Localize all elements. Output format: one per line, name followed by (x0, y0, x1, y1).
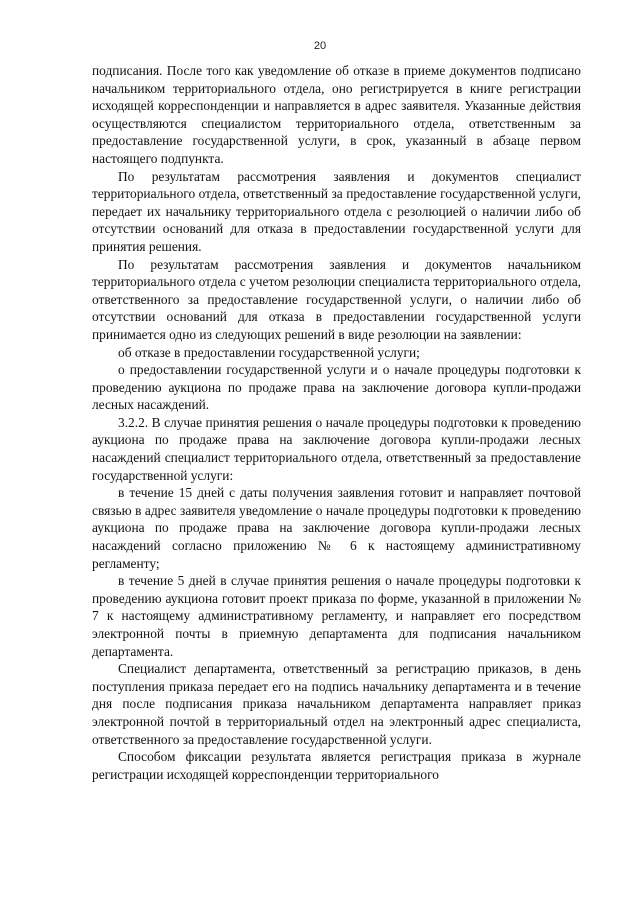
paragraph: подписания. После того как уведомление об отказе в приеме документов подписано начальником территориального отдела, оно регистрируется в книге регистрации исходящей корреспонденции и направляется в адрес заявителя. Указанные действия осуществляются специалистом территориального отдела, ответственным за предоставление государственной услуги, в срок, указанный в абзаце первом настоящего подпункта. (92, 63, 581, 166)
paragraph: в течение 15 дней с даты получения заявления готовит и направляет почтовой связью в адрес заявителя уведомление о начале процедуры подготовки к проведению аукциона по продаже права на заключение договора купли-продажи лесных насаждений согласно приложению № 6 к настоящему административному регламенту; (92, 485, 581, 571)
paragraph: 3.2.2. В случае принятия решения о начале процедуры подготовки к проведению аукциона по продаже права на заключение договора купли-продажи лесных насаждений специалист территориального отдела, ответственный за предоставление государственной услуги: (92, 414, 581, 483)
paragraph: в течение 5 дней в случае принятия решения о начале процедуры подготовки к проведению аукциона готовит проект приказа по форме, указанной в приложении № 7 к настоящему административному регламенту, и направляет его посредством электронной почты в приемную департамента для подписания начальником департамента. (92, 573, 581, 659)
paragraph: об отказе в предоставлении государственной услуги; (118, 344, 420, 360)
paragraph: По результатам рассмотрения заявления и документов начальником территориального отдела с учетом резолюции специалиста территориального отдела, ответственного за предоставление государственной услуги, о наличии либо об отсутствии оснований для отказа в предоставлении государственной услуги принимается одно из следующих решений в виде резолюции на заявлении: (92, 256, 581, 342)
paragraph: Способом фиксации результата является регистрация приказа в журнале регистрации исходящей корреспонденции территориального (92, 749, 581, 782)
document-body (92, 62, 581, 783)
paragraph: о предоставлении государственной услуги и о начале процедуры подготовки к проведению аукциона по продаже права на заключение договора купли-продажи лесных насаждений. (92, 362, 581, 413)
page-number: 20 (313, 40, 327, 52)
paragraph: По результатам рассмотрения заявления и документов специалист территориального отдела, ответственный за предоставление государственной услуги, передает их начальнику территориального отдела с резолюцией о наличии либо об отсутствии оснований для отказа в предоставлении государственной услуги для принятия решения. (92, 168, 581, 254)
paragraph: Специалист департамента, ответственный за регистрацию приказов, в день поступления приказа передает его на подпись начальнику департамента и в течение дня после подписания приказа начальником департамента направляет приказ электронной почтой в территориальный отдел на электронный адрес специалиста, ответственного за предоставление государственной услуги. (92, 661, 581, 747)
